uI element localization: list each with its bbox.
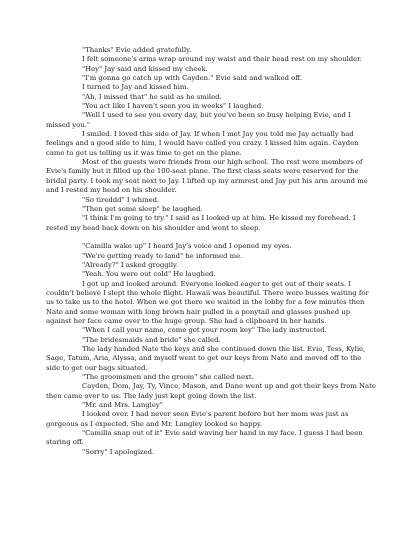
paragraph: "Camilla snap out of it" Evie said waving her hand in my face. I guess I had been staring off.	[46, 429, 363, 447]
paragraph: "So tireddd" I whined.	[82, 195, 160, 204]
paragraph: "Yeah. You were out cold" He laughed.	[82, 270, 216, 279]
paragraph: "The bridesmaids and bride" she called.	[82, 335, 221, 344]
paragraph: Cayden, Dom, Jay, Ty, Vince, Mason, and Dane went up and got their keys from Nate then came over to us. The lady just kept going down the list.	[46, 382, 376, 400]
paragraph: I smiled. I loved this side of Jay. If when I met Jay you told me Jay actually had feelings and a good side to him, I would have called you crazy. I kissed him again. Cayden came to get us telling us it was time to get on the plane.	[46, 130, 359, 157]
paragraph: "The groomsmen and the groom" she called next.	[82, 373, 254, 382]
paragraph: "Then get some sleep" he laughed.	[82, 204, 203, 213]
paragraph: I looked over. I had never seen Evie's parent before but her mom was just as gorgeous as I expected. She and Mr. Langley looked so happy.	[46, 410, 349, 428]
paragraph: "Hey" Jay said and kissed my cheek.	[82, 64, 208, 73]
paragraph: I got up and looked around. Everyone looked eager to get out of their seats. I couldn't believe I slept the whole flight. Hawaii was beautiful. There were busses waiting for us to take us to the hotel. When we got there we waited in the lobby for a few minutes then Nate and some woman with long brown hair pulled in a ponytail and glasses pushed up against her face came over to the huge group. She had a clipboard in her hands.	[46, 279, 369, 325]
paragraph: "Sorry" I apologized.	[82, 447, 155, 456]
paragraph: "Well I used to see you every day, but you've been so busy helping Evie, and I missed you."	[46, 111, 351, 129]
paragraph: "I'm gonna go catch up with Cayden." Evie said and walked off.	[82, 74, 303, 83]
paragraph: Most of the guests were friends from our high school. The rest were members of Evie's family but it filled up the 100-seat plane. The first class seats were reserved for the bridal party. I took my seat next to Jay. I lifted up my armrest and Jay put his arm around me and I rested my head on his shoulder.	[46, 158, 368, 195]
document-page	[46, 46, 376, 457]
paragraph: "We're getting ready to land" he informed me.	[82, 251, 243, 260]
paragraph: "I think I'm going to try." I said as I looked up at him. He kissed my forehead. I rested my head back down on his shoulder and went to sleep.	[46, 214, 356, 232]
paragraph: "You act like I haven't seen you in weeks" I laughed.	[82, 102, 264, 111]
paragraph: "Ah, I missed that" he said as he smiled.	[82, 92, 222, 101]
paragraph: "Already?" I asked groggily.	[82, 260, 179, 269]
paragraph: I felt someone's arms wrap around my waist and their head rest on my shoulder.	[82, 55, 362, 64]
paragraph: "Mr. and Mrs. Langley"	[82, 401, 163, 410]
paragraph: "Thanks" Evie added gratefully.	[82, 46, 192, 54]
paragraph: "Camilla wake up" I heard Jay's voice and I opened my eyes.	[82, 242, 292, 251]
paragraph: I turned to Jay and kissed him.	[82, 83, 189, 92]
paragraph: "When I call your name, come get your room key" The lady instructed.	[82, 326, 327, 335]
paragraph: The lady handed Nate the keys and she continued down the list. Evie, Tess, Kylie, Sage, Tatum, Aria, Alyssa, and myself went to get our keys from Nate and moved off to the side to get our bags situated.	[46, 345, 366, 372]
